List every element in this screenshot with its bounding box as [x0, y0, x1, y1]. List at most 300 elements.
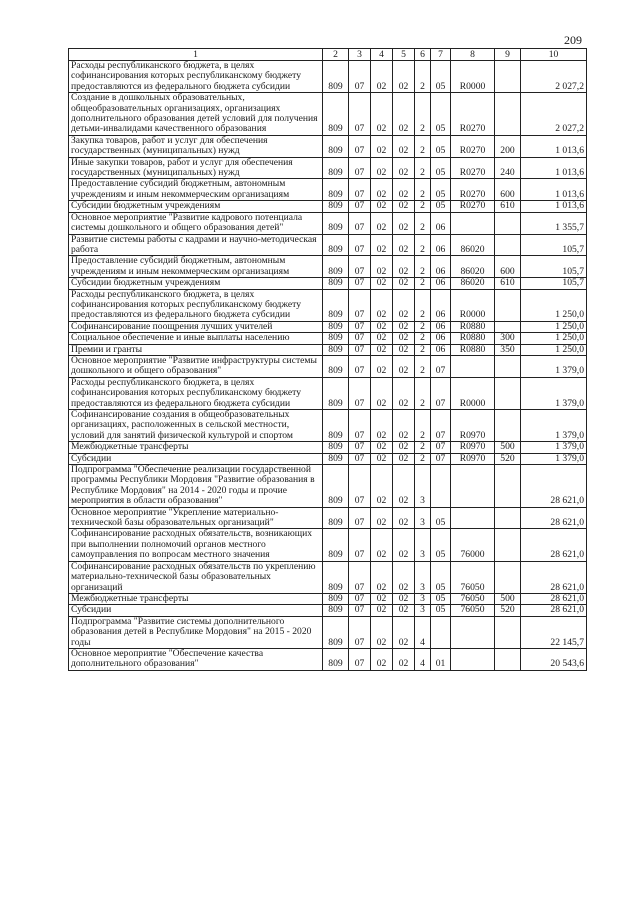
amount: 2 027,2 — [521, 61, 587, 93]
direction-code: 76050 — [451, 561, 495, 593]
program-code: 02 — [393, 61, 415, 93]
activity-code: 07 — [431, 453, 451, 464]
subprogram-code: 2 — [415, 93, 431, 136]
amount: 1 250,0 — [521, 321, 587, 332]
amount: 22 145,7 — [521, 616, 587, 648]
amount: 1 013,6 — [521, 157, 587, 179]
amount: 105,7 — [521, 234, 587, 256]
admin-code: 809 — [323, 61, 349, 93]
amount: 28 621,0 — [521, 507, 587, 529]
activity-code: 05 — [431, 157, 451, 179]
subsection-code: 02 — [371, 61, 393, 93]
subprogram-code: 2 — [415, 289, 431, 321]
column-header-5: 5 — [393, 49, 415, 61]
subsection-code: 02 — [371, 377, 393, 409]
row-name: Подпрограмма "Развитие системы дополнительного образования детей в Республике Мордовия" на 2015 - 2020 годы — [69, 616, 323, 648]
amount: 1 250,0 — [521, 333, 587, 344]
table-row — [69, 616, 587, 648]
table-row — [69, 355, 587, 377]
expense-type-code — [495, 561, 521, 593]
expense-type-code: 500 — [495, 442, 521, 453]
activity-code: 05 — [431, 135, 451, 157]
admin-code: 809 — [323, 453, 349, 464]
direction-code: R0880 — [451, 344, 495, 355]
expense-type-code — [495, 321, 521, 332]
admin-code: 809 — [323, 593, 349, 604]
activity-code: 05 — [431, 529, 451, 561]
amount: 28 621,0 — [521, 593, 587, 604]
row-name: Софинансирование расходных обязательств, возникающих при выполнении полномочий органов местного самоуправления по вопросам местного значения — [69, 529, 323, 561]
subsection-code: 02 — [371, 234, 393, 256]
row-name: Закупка товаров, работ и услуг для обеспечения государственных (муниципальных) нужд — [69, 135, 323, 157]
admin-code: 809 — [323, 289, 349, 321]
subprogram-code: 2 — [415, 321, 431, 332]
row-name: Субсидии — [69, 453, 323, 464]
subsection-code: 02 — [371, 355, 393, 377]
subprogram-code: 4 — [415, 648, 431, 670]
direction-code — [451, 355, 495, 377]
amount: 2 027,2 — [521, 93, 587, 136]
section-code: 07 — [349, 616, 371, 648]
section-code: 07 — [349, 648, 371, 670]
admin-code: 809 — [323, 377, 349, 409]
direction-code: R0270 — [451, 157, 495, 179]
activity-code: 06 — [431, 289, 451, 321]
admin-code: 809 — [323, 234, 349, 256]
activity-code: 05 — [431, 507, 451, 529]
admin-code: 809 — [323, 355, 349, 377]
row-name: Предоставление субсидий бюджетным, автономным учреждениям и иным некоммерческим организациям — [69, 256, 323, 278]
row-name: Расходы республиканского бюджета, в целях софинансирования которых республиканскому бюджету предоставляются из федерального бюджета субсидии — [69, 289, 323, 321]
section-code: 07 — [349, 453, 371, 464]
table-body — [69, 61, 587, 671]
section-code: 07 — [349, 179, 371, 201]
direction-code — [451, 507, 495, 529]
expense-type-code — [495, 93, 521, 136]
activity-code — [431, 465, 451, 508]
table-row — [69, 442, 587, 453]
direction-code: 86020 — [451, 234, 495, 256]
program-code: 02 — [393, 93, 415, 136]
subprogram-code: 2 — [415, 157, 431, 179]
program-code: 02 — [393, 135, 415, 157]
subsection-code: 02 — [371, 410, 393, 442]
expense-type-code: 610 — [495, 201, 521, 212]
column-header-7: 7 — [431, 49, 451, 61]
direction-code — [451, 648, 495, 670]
expense-type-code — [495, 234, 521, 256]
activity-code: 05 — [431, 93, 451, 136]
admin-code: 809 — [323, 605, 349, 616]
activity-code: 06 — [431, 321, 451, 332]
subsection-code: 02 — [371, 278, 393, 289]
direction-code: R0970 — [451, 410, 495, 442]
table-row — [69, 321, 587, 332]
section-code: 07 — [349, 605, 371, 616]
direction-code — [451, 465, 495, 508]
section-code: 07 — [349, 212, 371, 234]
expense-type-code — [495, 212, 521, 234]
table-row — [69, 201, 587, 212]
activity-code: 07 — [431, 410, 451, 442]
program-code: 02 — [393, 179, 415, 201]
amount: 28 621,0 — [521, 561, 587, 593]
subprogram-code: 2 — [415, 135, 431, 157]
table-row — [69, 453, 587, 464]
row-name: Расходы республиканского бюджета, в целях софинансирования которых республиканскому бюджету предоставляются из федерального бюджета субсидии — [69, 61, 323, 93]
section-code: 07 — [349, 157, 371, 179]
activity-code — [431, 616, 451, 648]
row-name: Иные закупки товаров, работ и услуг для обеспечения государственных (муниципальных) нужд — [69, 157, 323, 179]
direction-code: 76000 — [451, 529, 495, 561]
activity-code: 05 — [431, 179, 451, 201]
table-row — [69, 344, 587, 355]
subprogram-code: 2 — [415, 453, 431, 464]
activity-code: 07 — [431, 377, 451, 409]
row-name: Социальное обеспечение и иные выплаты населению — [69, 333, 323, 344]
program-code: 02 — [393, 410, 415, 442]
section-code: 07 — [349, 333, 371, 344]
table-row — [69, 333, 587, 344]
section-code: 07 — [349, 135, 371, 157]
admin-code: 809 — [323, 529, 349, 561]
direction-code: 86020 — [451, 278, 495, 289]
program-code: 02 — [393, 333, 415, 344]
row-name: Субсидии бюджетным учреждениям — [69, 278, 323, 289]
expense-type-code: 600 — [495, 256, 521, 278]
expense-type-code: 610 — [495, 278, 521, 289]
table-row — [69, 605, 587, 616]
table-row — [69, 278, 587, 289]
subsection-code: 02 — [371, 561, 393, 593]
column-header-3: 3 — [349, 49, 371, 61]
program-code: 02 — [393, 377, 415, 409]
subsection-code: 02 — [371, 344, 393, 355]
row-name: Основное мероприятие "Укрепление материально-технической базы образовательных организаций" — [69, 507, 323, 529]
direction-code: R0000 — [451, 377, 495, 409]
direction-code: R0000 — [451, 61, 495, 93]
admin-code: 809 — [323, 278, 349, 289]
admin-code: 809 — [323, 561, 349, 593]
activity-code: 05 — [431, 593, 451, 604]
admin-code: 809 — [323, 507, 349, 529]
section-code: 07 — [349, 201, 371, 212]
direction-code: 76050 — [451, 593, 495, 604]
direction-code — [451, 616, 495, 648]
activity-code: 05 — [431, 605, 451, 616]
amount: 1 379,0 — [521, 355, 587, 377]
admin-code: 809 — [323, 135, 349, 157]
table-header — [69, 49, 587, 61]
row-name: Премии и гранты — [69, 344, 323, 355]
table-row — [69, 179, 587, 201]
expense-type-code — [495, 61, 521, 93]
subsection-code: 02 — [371, 93, 393, 136]
expense-type-code: 300 — [495, 333, 521, 344]
admin-code: 809 — [323, 333, 349, 344]
section-code: 07 — [349, 344, 371, 355]
admin-code: 809 — [323, 201, 349, 212]
admin-code: 809 — [323, 344, 349, 355]
program-code: 02 — [393, 648, 415, 670]
expense-type-code — [495, 616, 521, 648]
row-name: Софинансирование создания в общеобразовательных организациях, расположенных в сельской местности, условий для занятий физической культурой и спортом — [69, 410, 323, 442]
row-name: Межбюджетные трансферты — [69, 442, 323, 453]
section-code: 07 — [349, 561, 371, 593]
activity-code: 07 — [431, 442, 451, 453]
program-code: 02 — [393, 465, 415, 508]
section-code: 07 — [349, 278, 371, 289]
activity-code: 06 — [431, 234, 451, 256]
subprogram-code: 3 — [415, 561, 431, 593]
amount: 1 379,0 — [521, 410, 587, 442]
direction-code: R0880 — [451, 321, 495, 332]
budget-table — [68, 48, 587, 671]
expense-type-code: 520 — [495, 453, 521, 464]
activity-code: 05 — [431, 201, 451, 212]
amount: 20 543,6 — [521, 648, 587, 670]
subsection-code: 02 — [371, 321, 393, 332]
program-code: 02 — [393, 507, 415, 529]
direction-code: R0270 — [451, 179, 495, 201]
page-number: 209 — [564, 33, 582, 47]
section-code: 07 — [349, 289, 371, 321]
row-name: Основное мероприятие "Развитие кадрового потенциала системы дошкольного и общего образования детей" — [69, 212, 323, 234]
direction-code: R0970 — [451, 442, 495, 453]
row-name: Предоставление субсидий бюджетным, автономным учреждениям и иным некоммерческим организациям — [69, 179, 323, 201]
row-name: Межбюджетные трансферты — [69, 593, 323, 604]
table-row — [69, 61, 587, 93]
direction-code — [451, 212, 495, 234]
subprogram-code: 3 — [415, 507, 431, 529]
subprogram-code: 2 — [415, 410, 431, 442]
amount: 28 621,0 — [521, 529, 587, 561]
section-code: 07 — [349, 234, 371, 256]
admin-code: 809 — [323, 616, 349, 648]
program-code: 02 — [393, 234, 415, 256]
row-name: Субсидии — [69, 605, 323, 616]
subprogram-code: 2 — [415, 377, 431, 409]
expense-type-code: 500 — [495, 593, 521, 604]
table-row — [69, 289, 587, 321]
column-header-1: 1 — [69, 49, 323, 61]
column-header-9: 9 — [495, 49, 521, 61]
activity-code: 06 — [431, 212, 451, 234]
activity-code: 07 — [431, 355, 451, 377]
direction-code: R0270 — [451, 93, 495, 136]
row-name: Подпрограмма "Обеспечение реализации государственной программы Республики Мордовия "Развитие образования в Республике Мордовия" на 2014 - 2020 годы и прочие мероприятия в области образования" — [69, 465, 323, 508]
table-row — [69, 507, 587, 529]
subprogram-code: 2 — [415, 278, 431, 289]
expense-type-code — [495, 465, 521, 508]
program-code: 02 — [393, 289, 415, 321]
expense-type-code: 350 — [495, 344, 521, 355]
expense-type-code: 600 — [495, 179, 521, 201]
activity-code: 06 — [431, 344, 451, 355]
table-row — [69, 157, 587, 179]
program-code: 02 — [393, 561, 415, 593]
expense-type-code — [495, 410, 521, 442]
admin-code: 809 — [323, 465, 349, 508]
program-code: 02 — [393, 321, 415, 332]
table-row — [69, 593, 587, 604]
expense-type-code: 200 — [495, 135, 521, 157]
admin-code: 809 — [323, 157, 349, 179]
expense-type-code: 240 — [495, 157, 521, 179]
subsection-code: 02 — [371, 179, 393, 201]
subsection-code: 02 — [371, 453, 393, 464]
row-name: Софинансирование поощрения лучших учителей — [69, 321, 323, 332]
program-code: 02 — [393, 616, 415, 648]
subprogram-code: 2 — [415, 355, 431, 377]
admin-code: 809 — [323, 256, 349, 278]
amount: 28 621,0 — [521, 465, 587, 508]
row-name: Софинансирование расходных обязательств по укреплению материально-технической базы образовательных организаций — [69, 561, 323, 593]
amount: 1 379,0 — [521, 377, 587, 409]
expense-type-code — [495, 289, 521, 321]
subsection-code: 02 — [371, 201, 393, 212]
amount: 105,7 — [521, 256, 587, 278]
direction-code: R0000 — [451, 289, 495, 321]
subprogram-code: 3 — [415, 529, 431, 561]
activity-code: 05 — [431, 61, 451, 93]
section-code: 07 — [349, 355, 371, 377]
table-row — [69, 648, 587, 670]
expense-type-code — [495, 529, 521, 561]
subsection-code: 02 — [371, 529, 393, 561]
expense-type-code — [495, 355, 521, 377]
column-header-10: 10 — [521, 49, 587, 61]
expense-type-code — [495, 648, 521, 670]
amount: 1 355,7 — [521, 212, 587, 234]
subsection-code: 02 — [371, 593, 393, 604]
subsection-code: 02 — [371, 135, 393, 157]
admin-code: 809 — [323, 179, 349, 201]
subprogram-code: 2 — [415, 201, 431, 212]
subsection-code: 02 — [371, 648, 393, 670]
program-code: 02 — [393, 442, 415, 453]
subsection-code: 02 — [371, 605, 393, 616]
subsection-code: 02 — [371, 442, 393, 453]
subprogram-code: 2 — [415, 179, 431, 201]
program-code: 02 — [393, 605, 415, 616]
table-row — [69, 93, 587, 136]
subprogram-code: 2 — [415, 234, 431, 256]
row-name: Субсидии бюджетным учреждениям — [69, 201, 323, 212]
admin-code: 809 — [323, 321, 349, 332]
section-code: 07 — [349, 256, 371, 278]
section-code: 07 — [349, 529, 371, 561]
program-code: 02 — [393, 201, 415, 212]
row-name: Расходы республиканского бюджета, в целях софинансирования которых республиканскому бюджету предоставляются из федерального бюджета субсидии — [69, 377, 323, 409]
program-code: 02 — [393, 157, 415, 179]
activity-code: 06 — [431, 278, 451, 289]
amount: 1 379,0 — [521, 453, 587, 464]
admin-code: 809 — [323, 93, 349, 136]
amount: 1 013,6 — [521, 201, 587, 212]
table-row — [69, 561, 587, 593]
section-code: 07 — [349, 410, 371, 442]
subsection-code: 02 — [371, 289, 393, 321]
table-row — [69, 377, 587, 409]
amount: 1 013,6 — [521, 135, 587, 157]
program-code: 02 — [393, 593, 415, 604]
table-row — [69, 465, 587, 508]
subsection-code: 02 — [371, 256, 393, 278]
table-row — [69, 256, 587, 278]
section-code: 07 — [349, 61, 371, 93]
subprogram-code: 4 — [415, 616, 431, 648]
program-code: 02 — [393, 256, 415, 278]
expense-type-code — [495, 377, 521, 409]
table-row — [69, 410, 587, 442]
direction-code: R0970 — [451, 453, 495, 464]
subprogram-code: 3 — [415, 605, 431, 616]
row-name: Основное мероприятие "Развитие инфраструктуры системы дошкольного и общего образования" — [69, 355, 323, 377]
subsection-code: 02 — [371, 157, 393, 179]
amount: 1 250,0 — [521, 289, 587, 321]
subsection-code: 02 — [371, 465, 393, 508]
subprogram-code: 3 — [415, 465, 431, 508]
header-row — [69, 49, 587, 61]
admin-code: 809 — [323, 410, 349, 442]
amount: 105,7 — [521, 278, 587, 289]
subprogram-code: 2 — [415, 256, 431, 278]
admin-code: 809 — [323, 442, 349, 453]
activity-code: 06 — [431, 333, 451, 344]
section-code: 07 — [349, 93, 371, 136]
expense-type-code — [495, 507, 521, 529]
column-header-6: 6 — [415, 49, 431, 61]
admin-code: 809 — [323, 212, 349, 234]
direction-code: R0880 — [451, 333, 495, 344]
direction-code: 86020 — [451, 256, 495, 278]
direction-code: R0270 — [451, 135, 495, 157]
program-code: 02 — [393, 344, 415, 355]
section-code: 07 — [349, 377, 371, 409]
program-code: 02 — [393, 453, 415, 464]
subprogram-code: 2 — [415, 61, 431, 93]
program-code: 02 — [393, 212, 415, 234]
subsection-code: 02 — [371, 616, 393, 648]
direction-code: R0270 — [451, 201, 495, 212]
subsection-code: 02 — [371, 212, 393, 234]
direction-code: 76050 — [451, 605, 495, 616]
expense-type-code: 520 — [495, 605, 521, 616]
section-code: 07 — [349, 442, 371, 453]
activity-code: 01 — [431, 648, 451, 670]
subprogram-code: 3 — [415, 593, 431, 604]
section-code: 07 — [349, 593, 371, 604]
section-code: 07 — [349, 507, 371, 529]
subprogram-code: 2 — [415, 212, 431, 234]
subprogram-code: 2 — [415, 442, 431, 453]
subprogram-code: 2 — [415, 344, 431, 355]
activity-code: 06 — [431, 256, 451, 278]
row-name: Основное мероприятие "Обеспечение качества дополнительного образования" — [69, 648, 323, 670]
table-row — [69, 234, 587, 256]
admin-code: 809 — [323, 648, 349, 670]
section-code: 07 — [349, 465, 371, 508]
table-row — [69, 135, 587, 157]
table-row — [69, 212, 587, 234]
subprogram-code: 2 — [415, 333, 431, 344]
column-header-4: 4 — [371, 49, 393, 61]
row-name: Создание в дошкольных образовательных, общеобразовательных организациях, организациях дополнительного образования детей условий для получения детьми-инвалидами качественного образования — [69, 93, 323, 136]
program-code: 02 — [393, 278, 415, 289]
section-code: 07 — [349, 321, 371, 332]
amount: 1 250,0 — [521, 344, 587, 355]
